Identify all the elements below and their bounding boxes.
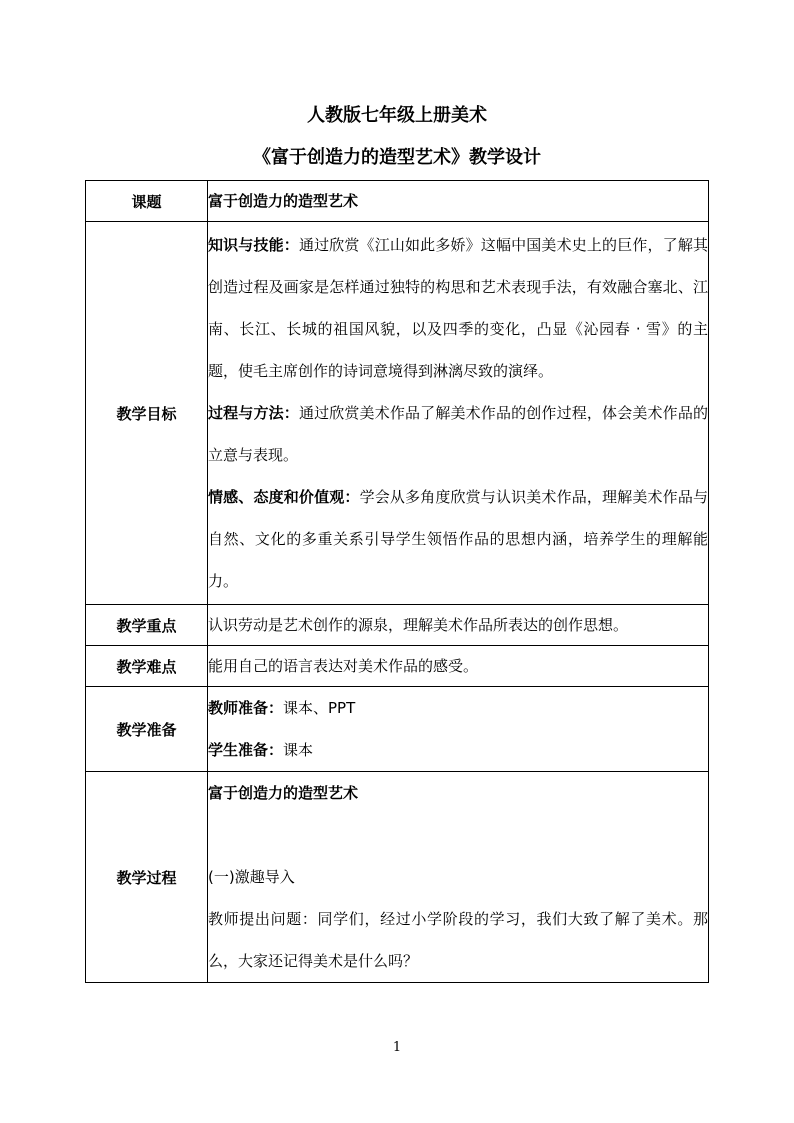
process-cell [208, 772, 709, 983]
document-subtitle: 《富于创造力的造型艺术》教学设计 [253, 147, 541, 168]
key-point-value: 认识劳动是艺术创作的源泉，理解美术作品所表达的创作思想。 [208, 616, 629, 634]
knowledge-heading: 知识与技能： [208, 236, 299, 254]
difficult-point-value: 能用自己的语言表达对美术作品的感受。 [208, 657, 479, 675]
key-point-row [86, 605, 709, 646]
process-row [86, 772, 709, 983]
page-number: 1 [392, 1040, 402, 1055]
objectives-label: 教学目标 [86, 222, 208, 605]
preparation-cell [208, 687, 709, 772]
topic-value-cell [208, 181, 709, 222]
student-preparation-heading: 学生准备： [208, 741, 284, 759]
difficult-point-label: 教学难点 [86, 646, 208, 687]
student-preparation-value: 课本 [283, 741, 314, 759]
topic-row [86, 181, 709, 222]
topic-value: 富于创造力的造型艺术 [208, 192, 359, 210]
preparation-label: 教学准备 [86, 687, 208, 772]
process-objective [208, 392, 708, 476]
process-text: 教师提出问题：同学们，经过小学阶段的学习，我们大致了解了美术。那么，大家还记得美术是什么吗？ [208, 910, 708, 970]
objectives-row [86, 222, 709, 605]
topic-label: 课题 [86, 181, 208, 222]
objectives-cell [208, 222, 709, 605]
preparation-row [86, 687, 709, 772]
process-spacer [208, 814, 708, 856]
teacher-preparation-value: 课本、PPT [283, 699, 356, 717]
process-heading: 富于创造力的造型艺术 [208, 784, 359, 802]
process-text: 通过欣赏美术作品了解美术作品的创作过程，体会美术作品的立意与表现。 [208, 404, 708, 464]
student-preparation [208, 729, 708, 771]
knowledge-text: 通过欣赏《江山如此多娇》这幅中国美术史上的巨作，了解其创造过程及画家是怎样通过独特的构思和艺术表现手法，有效融合塞北、江南、长江、长城的祖国风貌，以及四季的变化，凸显《沁园春 · 雪》的主题，使毛主席创作的诗词意境得到淋漓尽致的演绎。 [208, 236, 708, 380]
process-label: 教学过程 [86, 772, 208, 983]
process-section-title: (一)激趣导入 [208, 868, 295, 886]
knowledge-objective [208, 224, 708, 392]
lesson-plan-table [85, 180, 709, 983]
teacher-preparation-heading: 教师准备： [208, 699, 284, 717]
key-point-label: 教学重点 [86, 605, 208, 646]
document-title: 人教版七年级上册美术 [307, 105, 487, 126]
key-point-cell [208, 605, 709, 646]
emotion-text: 学会从多角度欣赏与认识美术作品，理解美术作品与自然、文化的多重关系引导学生领悟作品的思想内涵，培养学生的理解能力。 [208, 488, 708, 590]
emotion-heading: 情感、态度和价值观： [208, 488, 360, 506]
difficult-point-cell [208, 646, 709, 687]
process-heading: 过程与方法： [208, 404, 299, 422]
teacher-preparation [208, 687, 708, 729]
difficult-point-row [86, 646, 709, 687]
emotion-objective [208, 476, 708, 602]
